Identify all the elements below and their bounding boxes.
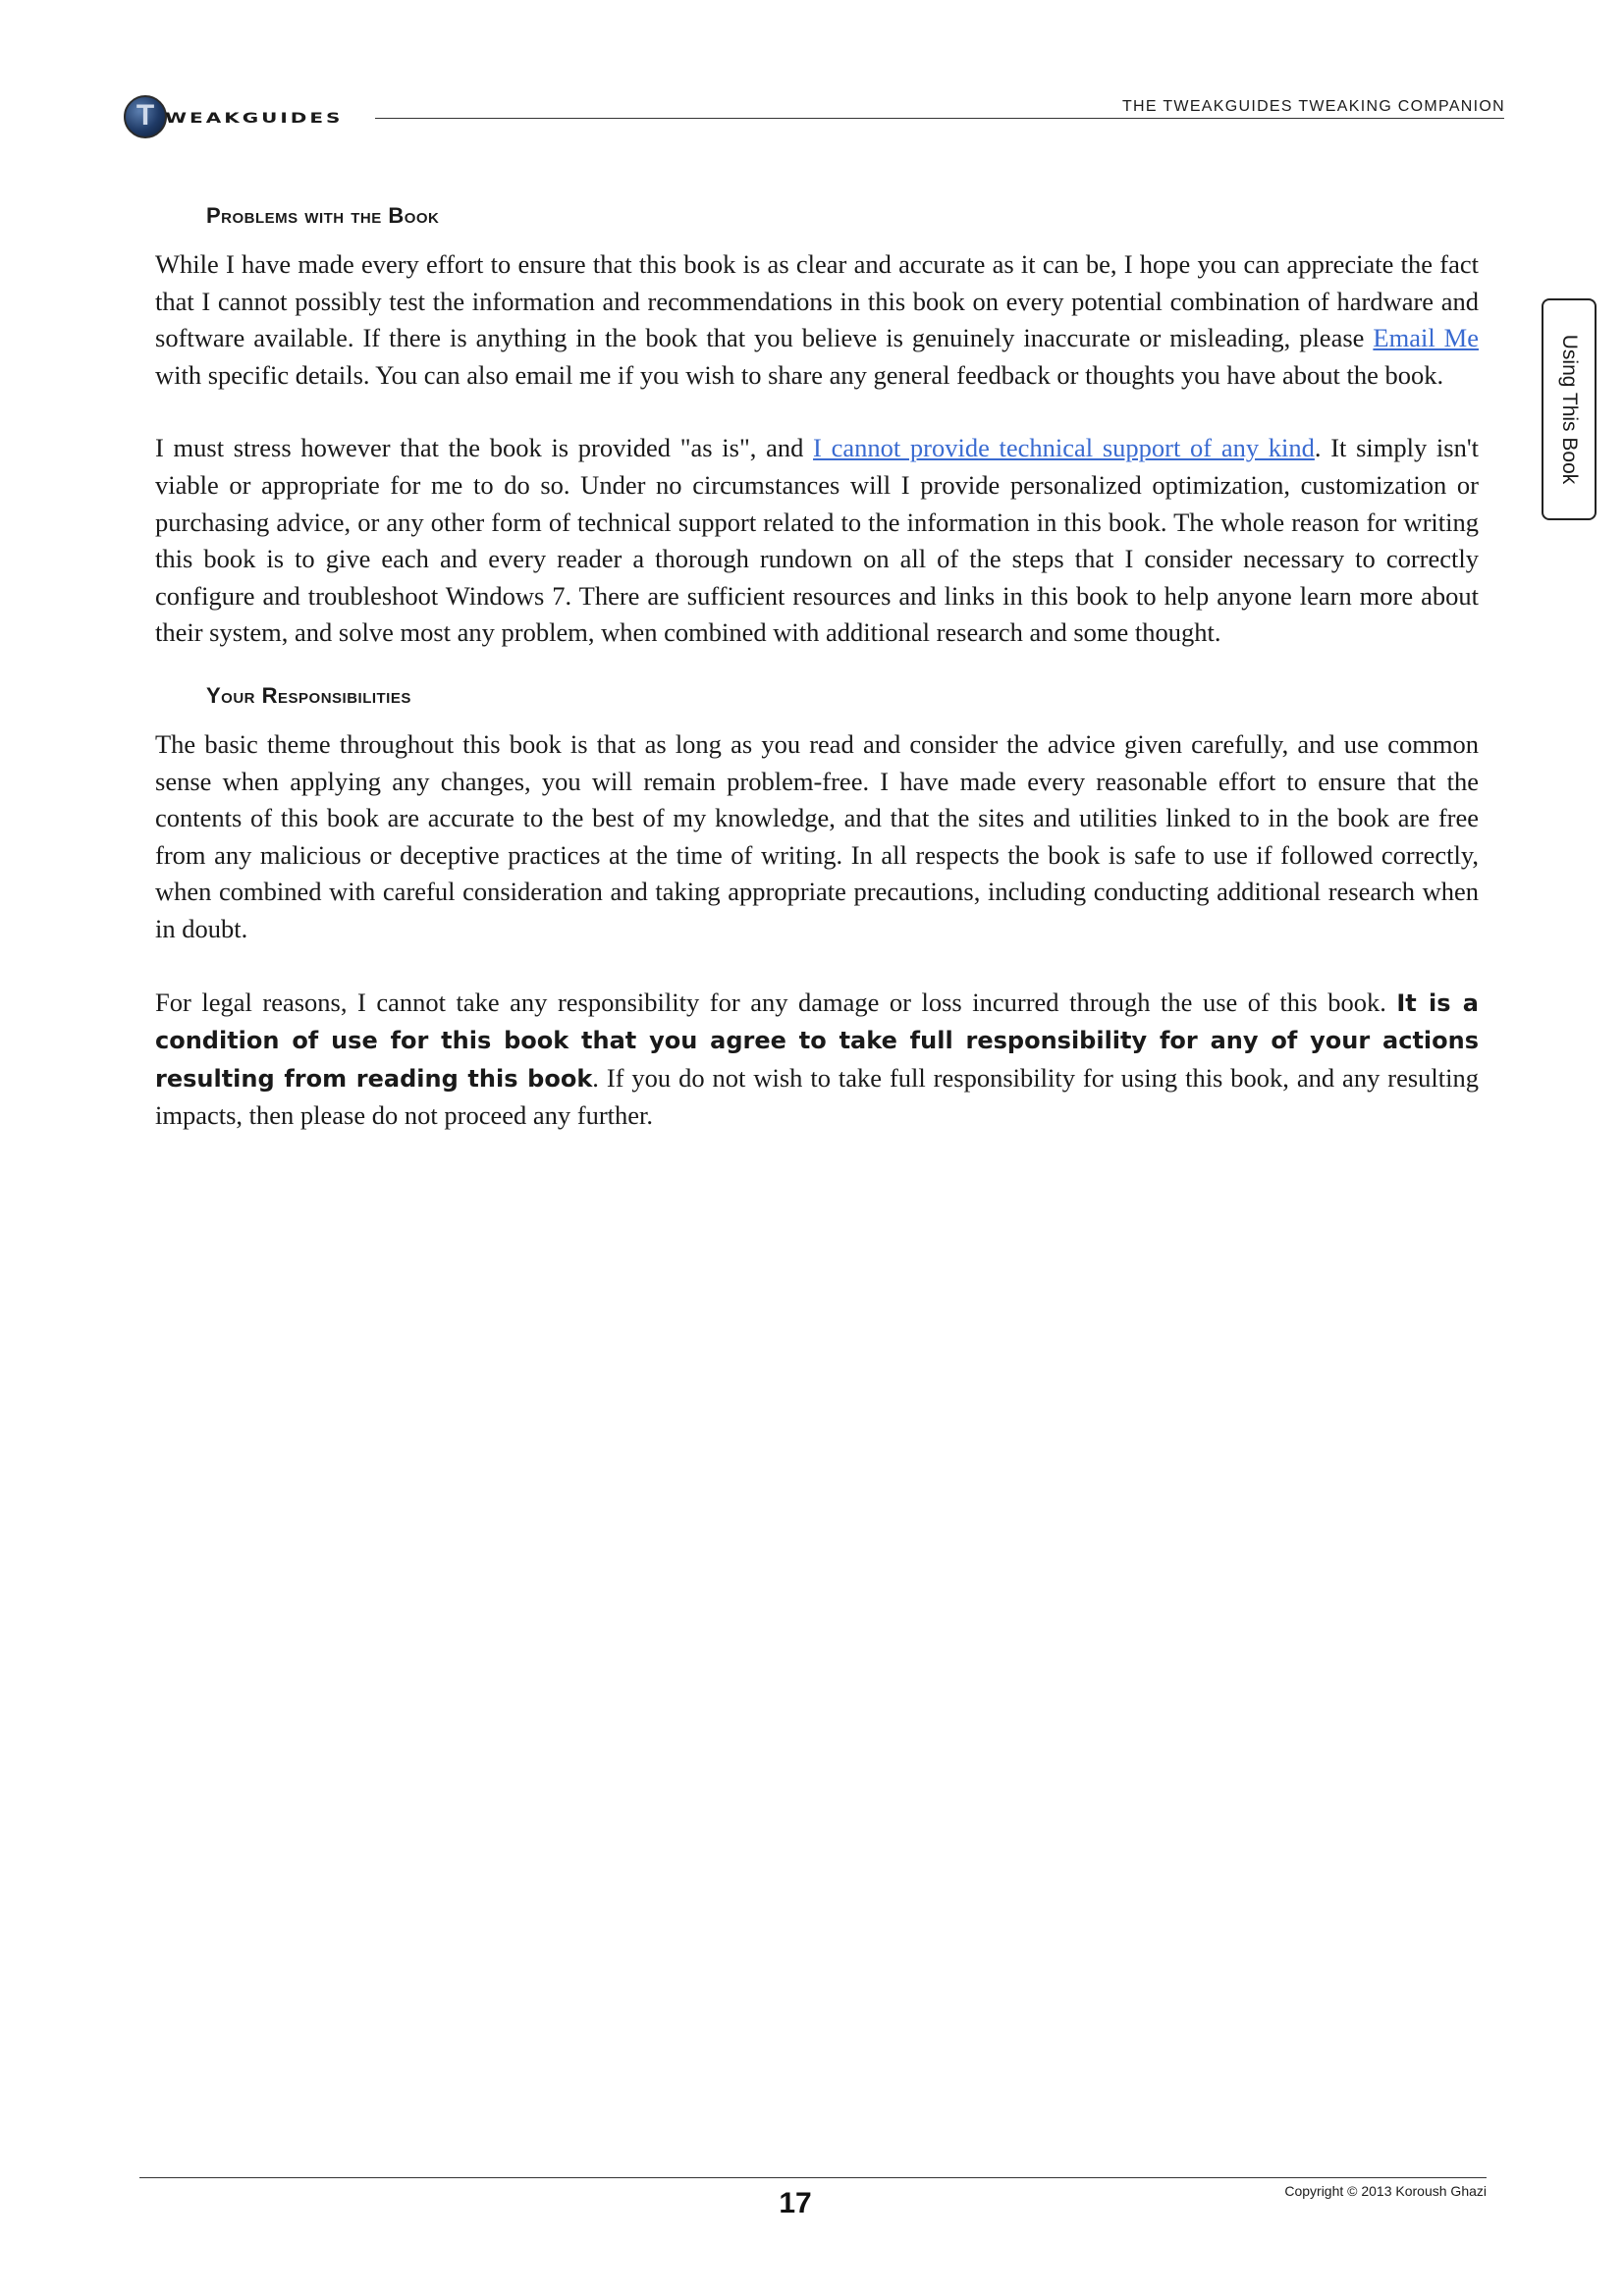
email-me-link[interactable]: Email Me (1373, 323, 1479, 353)
paragraph-text: with specific details. You can also email me if you wish to share any general feedback or thoughts you have about the book. (155, 359, 1444, 390)
paragraph-text: . It simply isn't viable or appropriate for me to do so. Under no circumstances will I provide personalized optimization, customization or purchasing advice, or any other form of technical support related to the information in this book. The whole reason for writing this book is to give each and every reader a thorough rundown on all of the steps that I consider necessary to correctly configure and troubleshoot Windows 7. There are sufficient resources and links in this book to help anyone learn more about their system, and solve most any problem, when combined with additional research and some thought. (155, 433, 1479, 648)
logo-badge (124, 95, 167, 138)
heading-problems-with-the-book: Problems with the Book (206, 203, 440, 228)
tweakguides-logo (124, 92, 359, 141)
paragraph-responsibilities-1: The basic theme throughout this book is that as long as you read and consider the advice given carefully, and use common sense when applying any changes, you will remain problem-free. I have made every reasonable effort to ensure that the contents of this book are accurate to the best of my knowledge, and that the sites and utilities linked to in the book are free from any malicious or deceptive practices at the time of writing. In all respects the book is safe to use if followed correctly, when combined with careful consideration and taking appropriate precautions, including conducting additional research when in doubt. (155, 728, 1479, 943)
page-content (155, 201, 1479, 1135)
copyright-notice: Copyright © 2013 Koroush Ghazi (1284, 2183, 1487, 2199)
chapter-side-tab (1542, 298, 1597, 520)
page-number: 17 (779, 2187, 812, 2219)
paragraph-text: While I have made every effort to ensure that this book is as clear and accurate as it can be, I hope you can appreciate the fact that I cannot possibly test the information and recommendations in this book on every potential combination of hardware and software available. If there is anything in the book that you believe is genuinely inaccurate or misleading, please (155, 249, 1479, 353)
paragraph-text: I must stress however that the book is provided "as is", and (155, 433, 814, 463)
header-rule (375, 118, 1504, 119)
paragraph-problems-2 (155, 430, 1479, 652)
condition-of-use-statement: It is a condition of use for this book that you agree to take full responsibility for any of your actions resulting from reading this book (155, 988, 1479, 1093)
footer-rule (139, 2177, 1487, 2178)
heading-your-responsibilities: Your Responsibilities (206, 682, 411, 708)
logo-wordmark: WEAKGUIDES (165, 109, 344, 127)
paragraph-problems-1 (155, 246, 1479, 394)
paragraph-responsibilities-2 (155, 985, 1479, 1135)
running-header-title: THE TWEAKGUIDES TWEAKING COMPANION (1121, 98, 1505, 115)
chapter-side-tab-label: Using This Book (1558, 334, 1581, 485)
logo-letter: T (135, 99, 155, 132)
paragraph-text: For legal reasons, I cannot take any responsibility for any damage or loss incurred through the use of this book. (155, 987, 1397, 1017)
paragraph-text: . If you do not wish to take full responsibility for using this book, and any resulting impacts, then please do not proceed any further. (155, 1062, 1479, 1131)
no-technical-support-link[interactable]: I cannot provide technical support of any kind (813, 433, 1315, 463)
